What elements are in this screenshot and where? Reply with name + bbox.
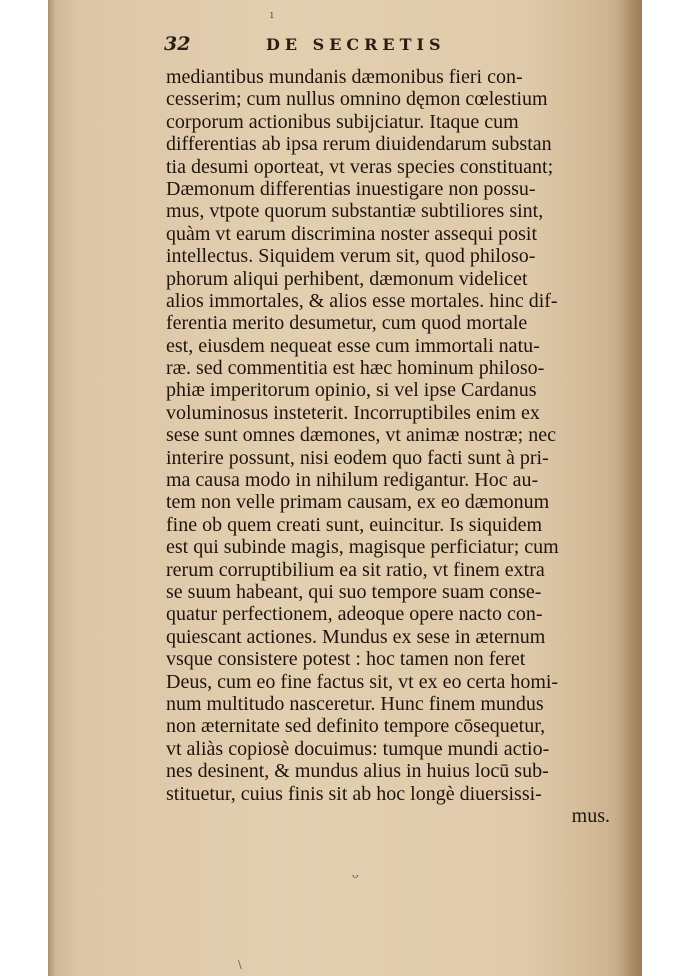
running-head (164, 33, 584, 59)
text-line: vt aliàs copiosè docuimus: tumque mundi actio- (166, 737, 550, 760)
page-edge-shadow (48, 0, 56, 976)
text-line: rerum corruptibilium ea sit ratio, vt finem extra (166, 558, 545, 581)
body-text (166, 66, 634, 827)
text-line: Deus, cum eo fine factus sit, vt ex eo certa homi- (166, 670, 559, 693)
text-line: stituetur, cuius finis sit ab hoc longè diuersissi- (166, 782, 542, 805)
text-line: phorum aliqui perhibent, dæmonum videlicet (166, 267, 528, 290)
text-line: est qui subinde magis, magisque perficiatur; cum (166, 536, 559, 559)
text-line: cesserim; cum nullus omnino dęmon cœlestium (166, 88, 548, 111)
ink-mark: ᴗ (352, 868, 359, 881)
text-line: mus, vtpote quorum substantiæ subtiliores sint, (166, 200, 544, 223)
text-line-last: mus. (571, 804, 610, 827)
text-line: non æternitate sed definito tempore cōsequetur, (166, 715, 546, 738)
book-page (48, 0, 642, 976)
ink-mark: \ (238, 958, 242, 971)
text-line: interire possunt, nisi eodem quo facti sunt à pri- (166, 446, 549, 469)
page-number: 32 (164, 33, 191, 55)
text-line: nes desinent, & mundus alius in huius locū sub- (166, 760, 549, 783)
text-line: se suum habeant, qui suo tempore suam conse- (166, 580, 542, 603)
running-title: DE SECRETIS (266, 35, 446, 54)
ink-mark: ı (270, 8, 274, 21)
text-line: quiescant actiones. Mundus ex sese in æternum (166, 625, 546, 648)
text-line: vsque consistere potest : hoc tamen non feret (166, 648, 526, 671)
text-line: ferentia merito desumetur, cum quod mortale (166, 312, 528, 335)
text-line: sese sunt omnes dæmones, vt animæ nostræ; nec (166, 424, 556, 447)
text-line: quatur perfectionem, adeoque opere nacto con- (166, 603, 543, 626)
text-line: phiæ imperitorum opinio, si vel ipse Cardanus (166, 379, 537, 402)
text-line: voluminosus insteterit. Incorruptibiles enim ex (166, 401, 540, 424)
text-line: mediantibus mundanis dæmonibus fieri con- (166, 66, 523, 88)
text-line: corporum actionibus subijciatur. Itaque cum (166, 110, 519, 133)
text-line: fine ob quem creati sunt, euincitur. Is siquidem (166, 513, 543, 536)
text-line: tia desumi oporteat, vt veras species constituant; (166, 155, 554, 178)
text-line: alios immortales, & alios esse mortales. hinc dif- (166, 289, 558, 312)
text-line: intellectus. Siquidem verum sit, quod philoso- (166, 245, 536, 268)
text-line: num multitudo nasceretur. Hunc finem mundus (166, 692, 544, 715)
text-line: Dæmonum differentias inuestigare non possu- (166, 177, 536, 200)
text-line: tem non velle primam causam, ex eo dæmonum (166, 491, 550, 514)
text-line: ma causa modo in nihilum redigantur. Hoc au- (166, 469, 539, 492)
text-line: quàm vt earum discrimina noster assequi posit (166, 222, 538, 245)
text-line: differentias ab ipsa rerum diuidendarum substan (166, 133, 552, 156)
text-line: ræ. sed commentitia est hæc hominum philoso- (166, 357, 545, 380)
text-line: est, eiusdem nequeat esse cum immortali natu- (166, 334, 540, 357)
